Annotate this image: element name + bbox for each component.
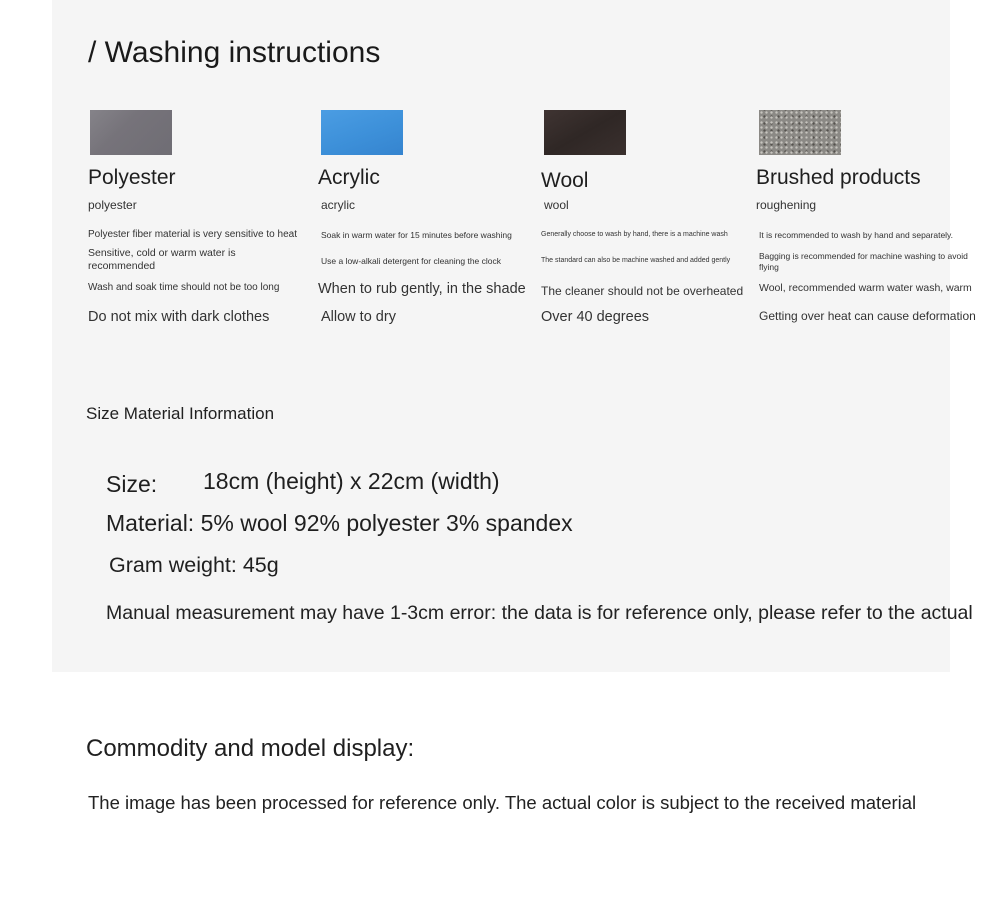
care-line: Wash and soak time should not be too long [88,282,280,293]
size-value: 18cm (height) x 22cm (width) [203,468,500,494]
material-subtitle: roughening [756,198,817,212]
care-line: When to rub gently, in the shade [318,281,526,297]
care-line: Do not mix with dark clothes [88,309,270,325]
info-heading: Size Material Information [86,404,275,423]
care-line: Allow to dry [321,309,396,325]
care-line: Getting over heat can cause deformation [759,309,976,323]
swatch-wool [544,110,626,155]
material-column-acrylic [318,110,533,325]
swatch-polyester [90,110,172,155]
care-line: Soak in warm water for 15 minutes before washing [321,230,512,240]
swatch-acrylic [321,110,403,155]
material-name: Wool [541,169,589,192]
care-line: The cleaner should not be overheated [541,284,744,298]
size-label: Size: [106,471,158,497]
material-column-wool [541,110,756,325]
material-composition: Material: 5% wool 92% polyester 3% spandex [106,510,573,536]
material-column-brushed [756,110,986,323]
care-line: Polyester fiber material is very sensitive to heat [88,229,297,240]
measurement-note: Manual measurement may have 1-3cm error: the data is for reference only, please refer to the actual [106,602,973,624]
care-line: Generally choose to wash by hand, there is a machine wash [541,231,728,238]
material-subtitle: acrylic [321,198,356,212]
display-heading: Commodity and model display: [86,735,415,762]
care-line: The standard can also be machine washed and added gently [541,257,731,264]
material-name: Acrylic [318,166,380,189]
swatch-brushed [759,110,841,155]
care-line: Wool, recommended warm water wash, warm [759,282,972,294]
care-line: It is recommended to wash by hand and separately. [759,230,954,240]
care-line: Bagging is recommended for machine washing to avoid flying [759,251,968,272]
care-line: Use a low-alkali detergent for cleaning the clock [321,256,502,266]
material-name: Brushed products [756,166,921,189]
material-subtitle: polyester [88,198,137,212]
display-note: The image has been processed for reference only. The actual color is subject to the received material [88,792,917,813]
gram-weight: Gram weight: 45g [109,553,279,577]
material-subtitle: wool [544,198,569,212]
care-line: Sensitive, cold or warm water is recommended [88,247,236,273]
material-name: Polyester [88,166,176,189]
material-column-polyester [88,110,303,325]
care-line: Over 40 degrees [541,309,650,325]
washing-title: / Washing instructions [88,36,381,69]
